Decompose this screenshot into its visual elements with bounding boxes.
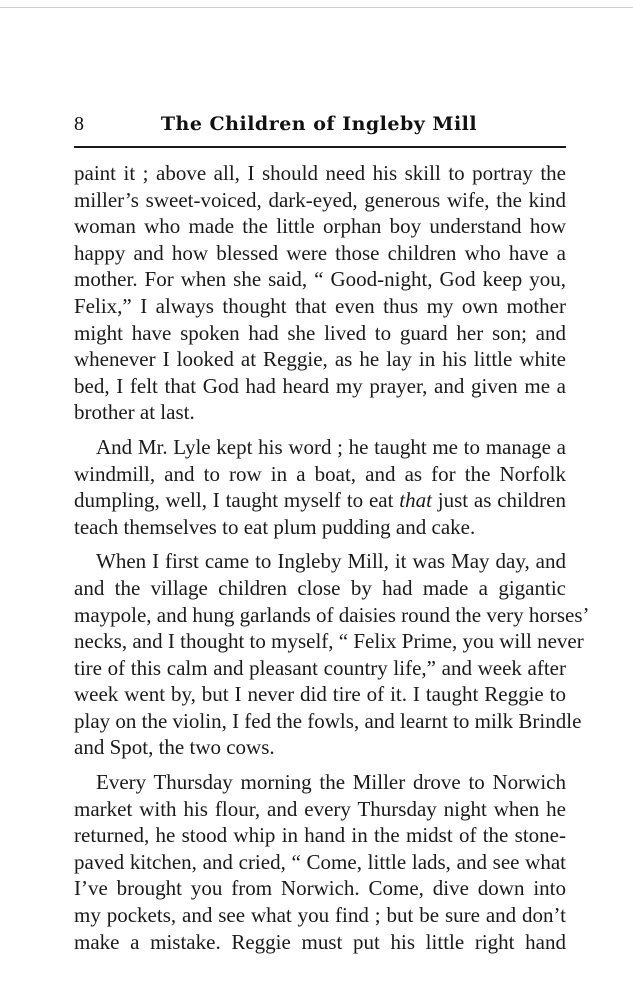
paragraph-2 xyxy=(74,434,566,540)
text-line: Felix,” I always thought that even thus my own mother xyxy=(74,293,566,318)
text-line: my pockets, and see what you find ; but be sure and don’t xyxy=(74,903,566,928)
text-line: miller’s sweet-voiced, dark-eyed, generous wife, the kind xyxy=(74,187,566,212)
page-header xyxy=(74,113,564,143)
text-line: And Mr. Lyle kept his word ; he taught me to manage a xyxy=(96,434,566,459)
text-line: and the village children close by had made a gigantic xyxy=(74,575,566,600)
text-line: Every Thursday morning the Miller drove to Norwich xyxy=(96,770,566,795)
text-fragment: dumpling, well, I taught myself to eat xyxy=(74,488,400,513)
text-line: make a mistake. Reggie must put his little right hand xyxy=(74,929,566,954)
header-rule xyxy=(74,146,566,148)
running-title: The Children of Ingleby Mill xyxy=(160,113,478,135)
italic-word: that xyxy=(399,488,432,513)
text-line: brother at last. xyxy=(74,400,195,425)
scan-edge-line xyxy=(0,7,633,8)
text-line: bed, I felt that God had heard my prayer, and given me a xyxy=(74,373,566,398)
text-line: tire of this calm and pleasant country life,” and week after xyxy=(74,655,566,680)
paragraph-1 xyxy=(74,160,566,426)
text-line: play on the violin, I fed the fowls, and learnt to milk Brindle xyxy=(74,708,582,733)
body-text xyxy=(74,160,590,955)
text-line: might have spoken had she lived to guard her son; and xyxy=(74,320,566,345)
text-line: market with his flour, and every Thursday night when he xyxy=(74,796,566,821)
page-number: 8 xyxy=(74,113,84,135)
text-line: returned, he stood whip in hand in the midst of the stone- xyxy=(74,823,566,848)
text-line: teach themselves to eat plum pudding and cake. xyxy=(74,514,476,539)
text-line: week went by, but I never did tire of it. I taught Reggie to xyxy=(74,682,566,707)
text-line: mother. For when she said, “ Good-night, God keep you, xyxy=(74,267,566,292)
paragraph-4 xyxy=(74,769,566,955)
text-line: paint it ; above all, I should need his skill to portray the xyxy=(74,161,566,185)
text-line: whenever I looked at Reggie, as he lay in his little white xyxy=(74,347,566,372)
text-line: happy and how blessed were those children who have a xyxy=(74,240,566,265)
text-line: and Spot, the two cows. xyxy=(74,735,275,760)
text-line: When I first came to Ingleby Mill, it was May day, and xyxy=(96,549,566,574)
text-line: woman who made the little orphan boy understand how xyxy=(74,214,566,239)
paragraph-3 xyxy=(74,548,590,761)
text-fragment: just as children xyxy=(431,488,566,513)
text-line: maypole, and hung garlands of daisies round the very horses’ xyxy=(74,602,590,627)
text-line: I’ve brought you from Norwich. Come, dive down into xyxy=(74,876,566,901)
text-line-with-italic xyxy=(74,487,566,514)
text-line: necks, and I thought to myself, “ Felix Prime, you will never xyxy=(74,629,584,654)
text-line: windmill, and to row in a boat, and as for the Norfolk xyxy=(74,461,566,486)
text-line: paved kitchen, and cried, “ Come, little lads, and see what xyxy=(74,849,566,874)
